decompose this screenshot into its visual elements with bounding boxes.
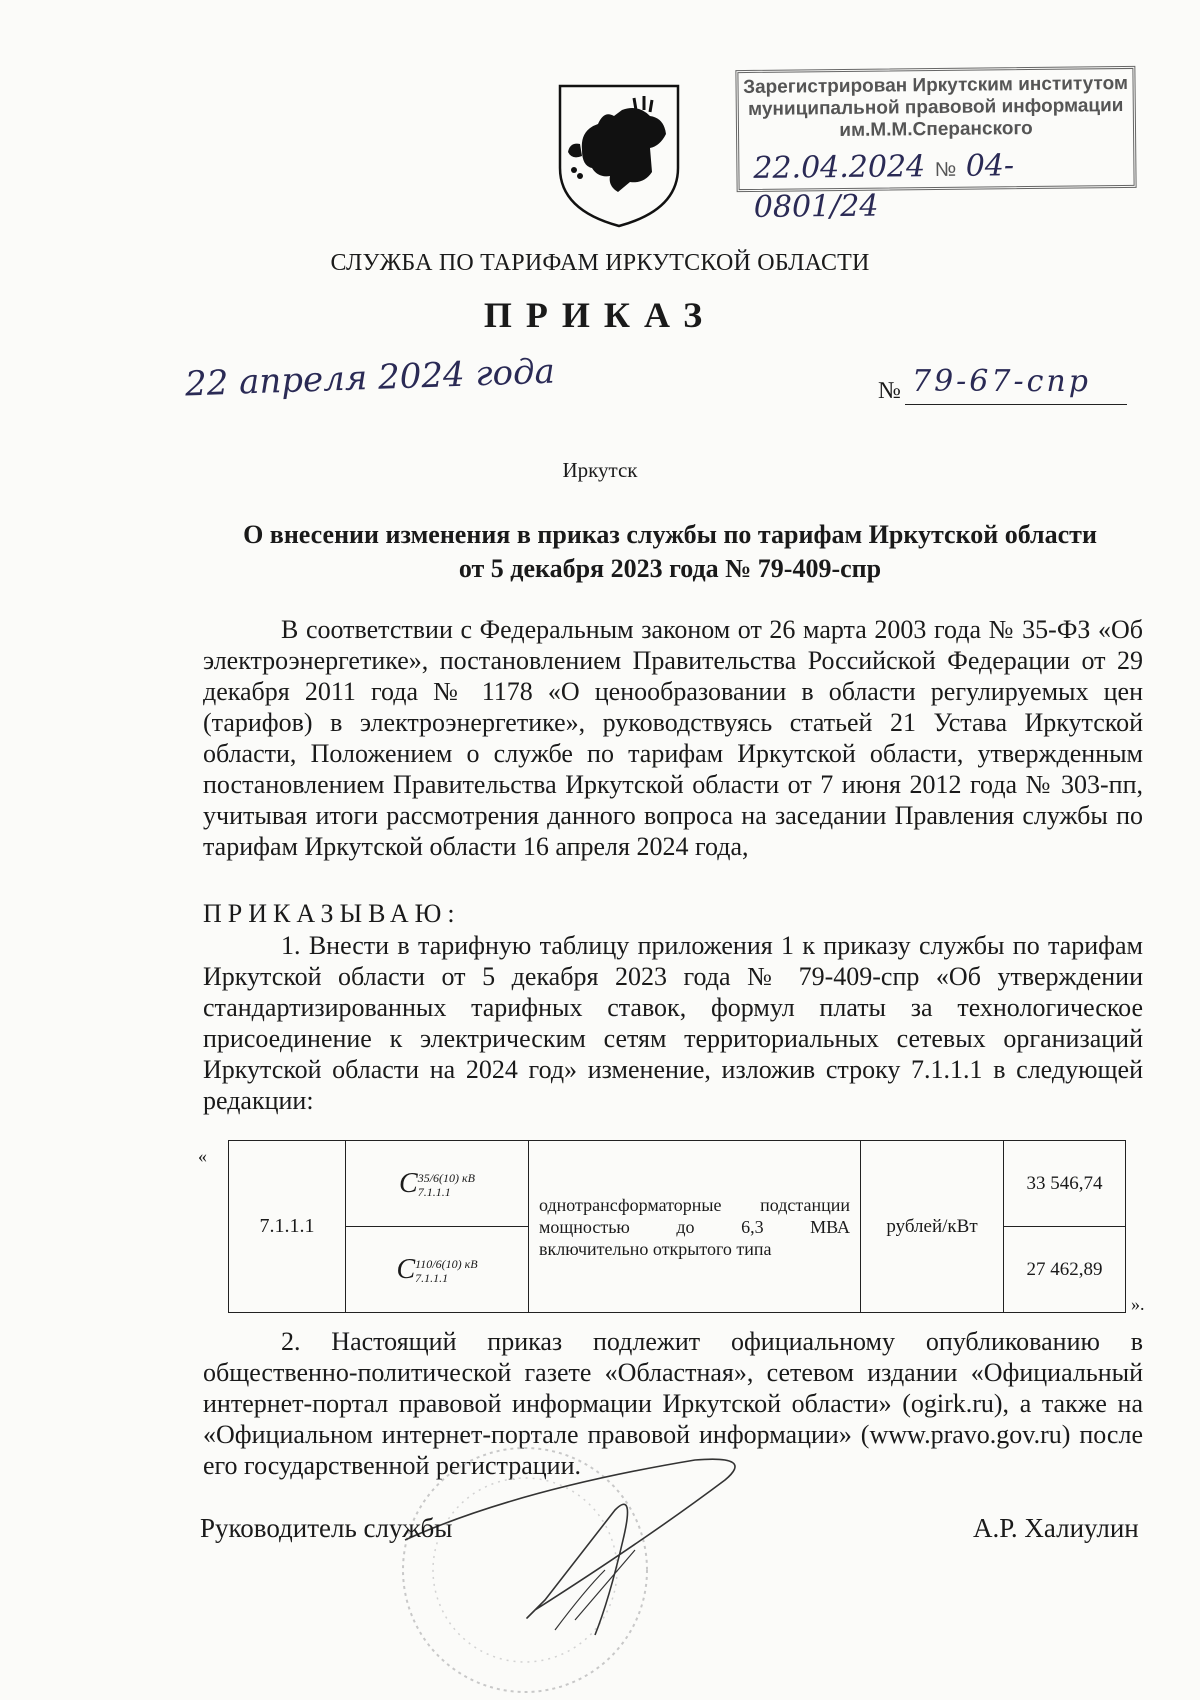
unit-cell: рублей/кВт	[861, 1141, 1004, 1313]
value-cell: 27 462,89	[1004, 1227, 1126, 1313]
stamp-date: 22.04.2024	[753, 149, 926, 186]
description-cell	[529, 1141, 861, 1313]
registration-stamp	[735, 66, 1136, 225]
row-code: 7.1.1.1	[229, 1141, 346, 1313]
description-line: однотрансформаторные подстанции	[539, 1194, 850, 1215]
stamp-line-2: муниципальной правовой информации	[748, 95, 1124, 120]
description-line: включительно открытого типа	[539, 1238, 772, 1259]
signer-title: Руководитель службы	[200, 1513, 453, 1543]
symbol-sub: 7.1.1.1	[417, 1185, 451, 1200]
item-2-paragraph: 2. Настоящий приказ подлежит официальному опубликованию в общественно-политической газете «Областная», сетевом издании «Официальный интернет-портал правовой информации Иркутской области» (ogirk.ru), а также на «Официальном интернет-портале правовой информации» (www.pravo.gov.ru) после его государственной регистрации.	[203, 1327, 1143, 1480]
item-1-paragraph: 1. Внести в тарифную таблицу приложения 1 к приказу службы по тарифам Иркутской области от 5 декабря 2023 года № 79-409-спр «Об утверждении стандартизированных тарифных ставок, формул платы за технологическое присоединение к электрическим сетям территориальных сетевых организаций Иркутской области на 2024 год» изменение, изложив строку 7.1.1.1 в следующей редакции:	[203, 931, 1143, 1115]
description-line: мощностью до 6,3 МВА	[539, 1216, 850, 1237]
stamp-number-label: №	[934, 158, 957, 182]
symbol-sup: 35/6(10) кВ	[417, 1171, 475, 1186]
tariff-table	[228, 1140, 1126, 1313]
symbol-cell	[346, 1141, 529, 1227]
document-title	[200, 518, 1140, 586]
number-underline	[905, 404, 1127, 405]
title-line-2: от 5 декабря 2023 года № 79-409-спр	[458, 554, 882, 583]
stamp-line-3: им.М.М.Сперанского	[839, 117, 1033, 142]
document-date: 22 апреля 2024 года	[184, 351, 556, 405]
document-type: ПРИКАЗ	[483, 295, 717, 335]
signature-icon	[395, 1430, 785, 1650]
value-cell: 33 546,74	[1004, 1141, 1126, 1227]
coat-of-arms-emblem	[552, 80, 686, 228]
document-number: 79-67-спр	[912, 364, 1091, 399]
symbol-letter: C	[399, 1167, 418, 1199]
table-open-quote: «	[198, 1146, 207, 1166]
city: Иркутск	[562, 458, 638, 482]
signer-name: А.Р. Халиулин	[973, 1513, 1139, 1543]
title-line-1: О внесении изменения в приказ службы по тарифам Иркутской области	[243, 520, 1097, 549]
table-close-quote: ».	[1131, 1294, 1145, 1314]
symbol-letter: C	[396, 1253, 416, 1285]
order-word: ПРИКАЗЫВАЮ:	[203, 899, 461, 928]
stamp-handwritten-registration	[739, 147, 1134, 226]
document-number-label: №	[878, 378, 901, 404]
symbol-sup: 110/6(10) кВ	[415, 1257, 478, 1272]
stamp-line-1: Зарегистрирован Иркутским институтом	[743, 72, 1129, 99]
rate-symbol	[399, 1168, 475, 1199]
organization-name: СЛУЖБА ПО ТАРИФАМ ИРКУТСКОЙ ОБЛАСТИ	[330, 250, 870, 276]
symbol-cell	[346, 1227, 529, 1313]
rate-symbol	[396, 1254, 477, 1285]
symbol-sub: 7.1.1.1	[415, 1271, 449, 1286]
preamble-paragraph: В соответствии с Федеральным законом от 26 марта 2003 года № 35-ФЗ «Об электроэнергетике», постановлением Правительства Российской Федерации от 29 декабря 2011 года № 1178 «О ценообразовании в области регулируемых цен (тарифов) в электроэнергетике», руководствуясь статьей 21 Устава Иркутской области, Положением о службе по тарифам Иркутской области, утвержденным постановлением Правительства Иркутской области от 7 июня 2012 года № 303-пп, учитывая итоги рассмотрения данного вопроса на заседании Правления службы по тарифам Иркутской области 16 апреля 2024 года,	[203, 615, 1143, 861]
table-row	[229, 1141, 1126, 1227]
stamp-number: 04-0801/24	[753, 148, 1015, 225]
